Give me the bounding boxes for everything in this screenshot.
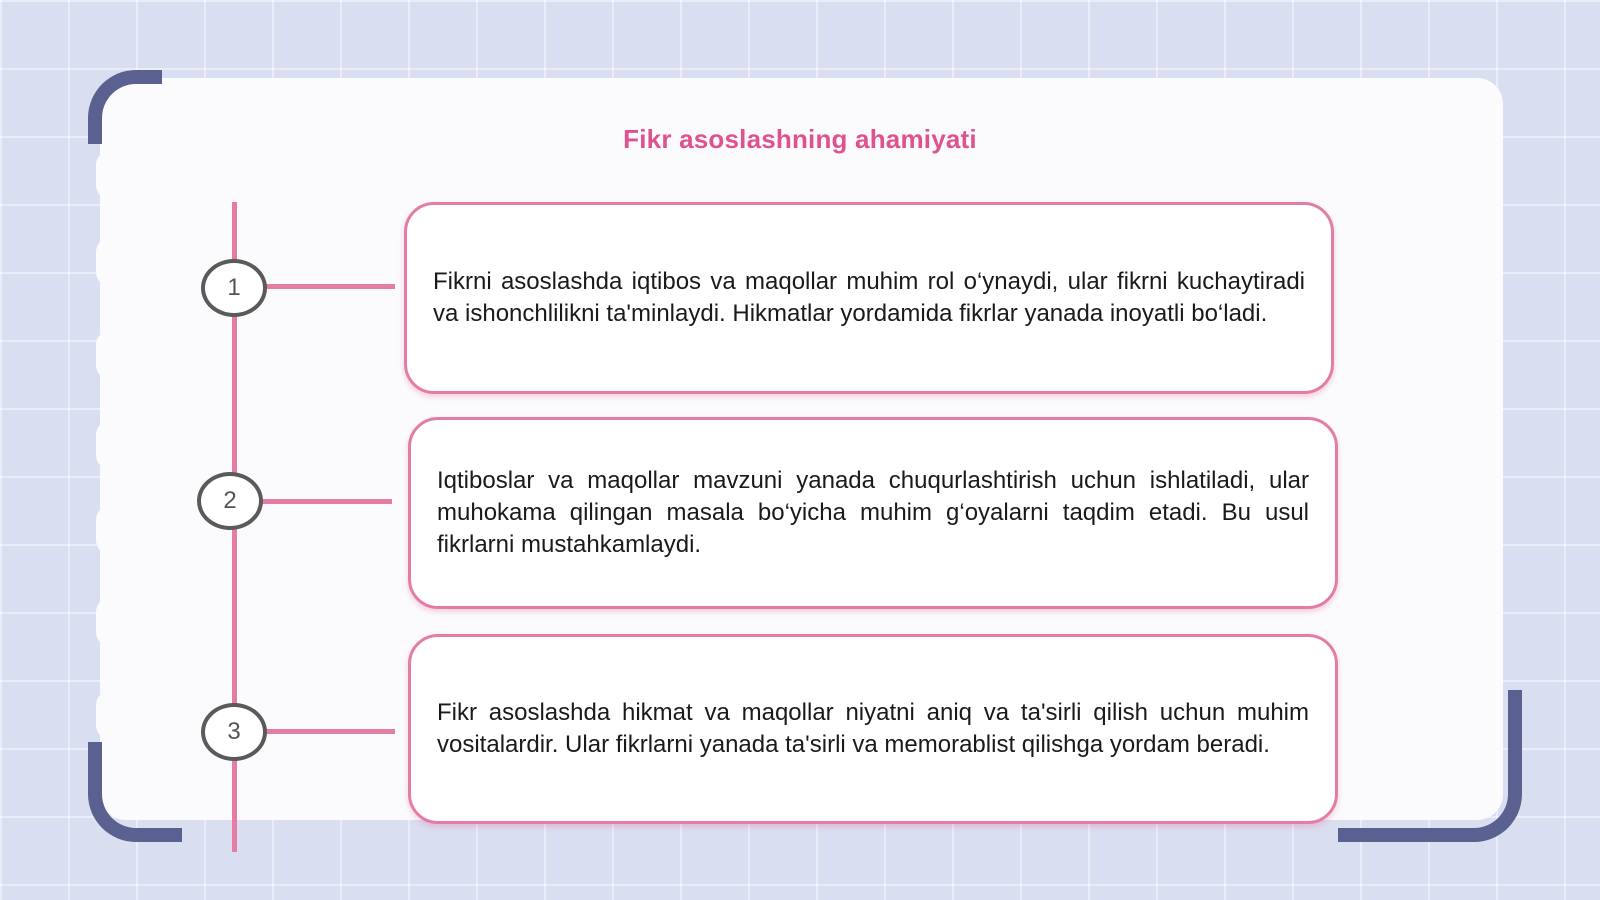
info-card-text: Fikrni asoslashda iqtibos va maqollar muhim rol o‘ynaydi, ular fikrni kuchaytiradi va ishonchlilikni ta'minlaydi. Hikmatlar yordamida fikrlar yanada inoyatli bo‘ladi. (433, 268, 1305, 327)
info-card (408, 634, 1338, 824)
paper-scallop (96, 330, 126, 380)
paper-scallop (96, 420, 126, 470)
info-card-text: Fikr asoslashda hikmat va maqollar niyatni aniq va ta'sirli qilish uchun muhim vositalardir. Ular fikrlarni yanada ta'sirli va memorablist qilishga yordam beradi. (437, 699, 1309, 758)
paper-scallop (96, 690, 126, 740)
paper-scallop (96, 597, 126, 647)
corner-bracket-bottom-right (1338, 690, 1522, 842)
step-number-circle: 3 (201, 703, 267, 761)
info-card (408, 417, 1338, 609)
info-card (404, 202, 1334, 394)
timeline-connector (262, 499, 392, 504)
step-number-circle: 1 (201, 259, 267, 317)
paper-scallop (96, 150, 126, 200)
timeline-connector (265, 284, 395, 289)
info-card-text: Iqtiboslar va maqollar mavzuni yanada chuqurlashtirish uchun ishlatiladi, ular muhokama qilingan masala bo‘yicha muhim g‘oyalarni taqdim etadi. Bu usul fikrlarni mustahkamlaydi. (437, 467, 1309, 558)
paper-scallop (96, 505, 126, 555)
corner-bracket-bottom-left (88, 742, 182, 842)
slide-title: Fikr asoslashning ahamiyati (623, 124, 977, 154)
step-number-circle: 2 (197, 472, 263, 530)
paper-scallop (96, 237, 126, 287)
timeline-connector (265, 729, 395, 734)
